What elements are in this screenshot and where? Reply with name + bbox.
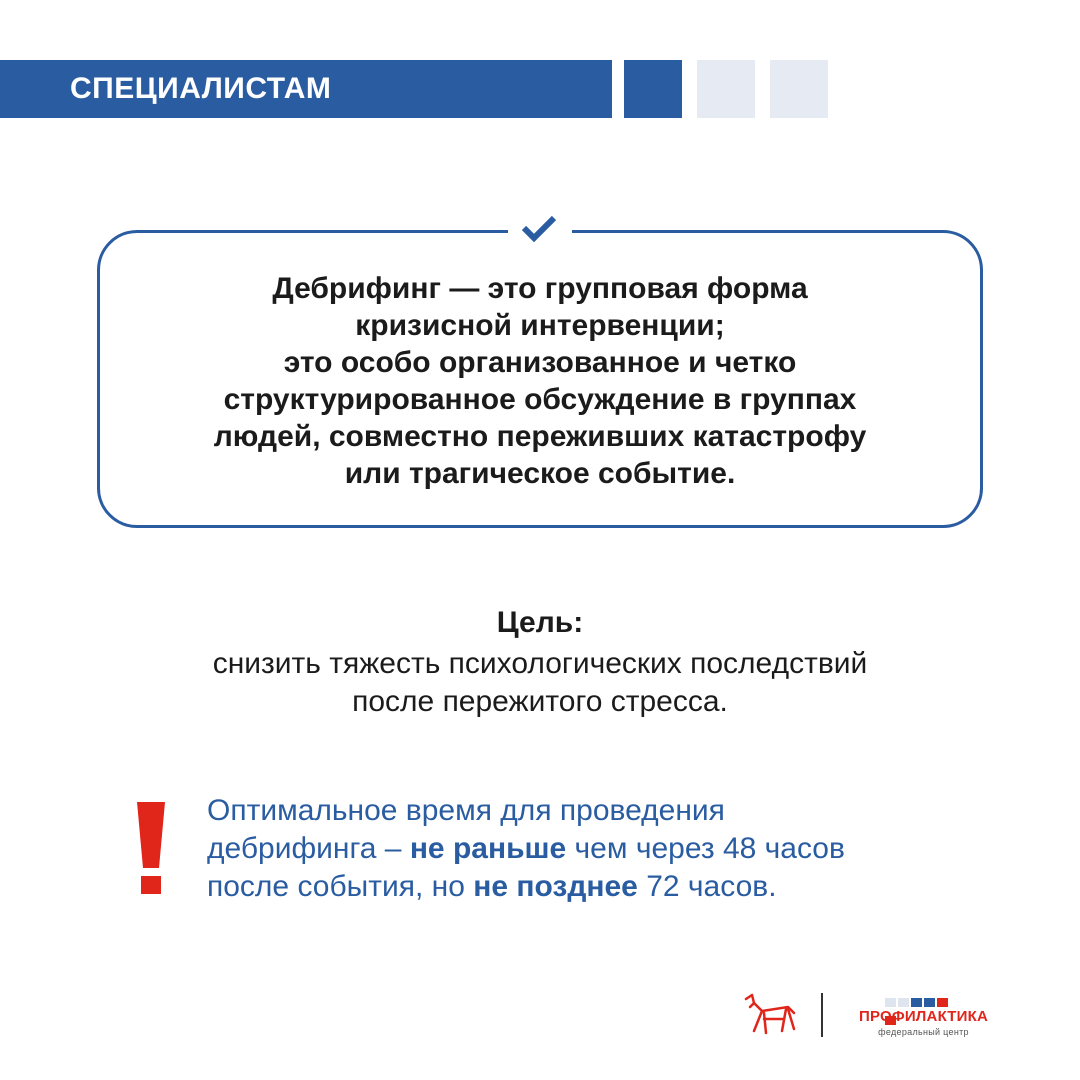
goal-text <box>0 645 1080 721</box>
notice-segment: 72 часов. <box>637 870 777 903</box>
header-title: СПЕЦИАЛИСТАМ <box>70 72 332 105</box>
definition-text <box>110 270 970 492</box>
notice-segment: после события, но <box>207 870 474 903</box>
goal-line: после пережитого стресса. <box>352 685 728 718</box>
goal-line: снизить тяжесть психологических последствий <box>212 647 868 680</box>
header-square-light <box>697 60 755 118</box>
definition-line: это особо организованное и четко <box>283 346 797 379</box>
notice-segment: чем через 48 часов <box>566 832 845 865</box>
horse-logo-icon <box>742 993 798 1039</box>
definition-line: Дебрифинг — это групповая форма <box>272 272 808 305</box>
logo-divider <box>821 993 823 1037</box>
notice-line: Оптимальное время для проведения <box>207 794 725 827</box>
header-bar <box>0 60 612 118</box>
definition-line: структурированное обсуждение в группах <box>223 383 857 416</box>
brand-squares <box>885 994 961 1003</box>
definition-line: людей, совместно переживших катастрофу <box>213 420 867 453</box>
header-square-blue <box>624 60 682 118</box>
notice-line <box>207 868 1007 906</box>
brand-name: ПРОФИЛАКТИКА <box>858 1008 989 1025</box>
check-icon <box>520 212 558 244</box>
goal-title: Цель: <box>496 606 584 639</box>
notice-text <box>207 792 1007 906</box>
notice-emphasis: не раньше <box>409 832 567 865</box>
exclamation-icon <box>136 802 166 894</box>
header-square-light <box>770 60 828 118</box>
brand-subtitle: федеральный центр <box>878 1027 969 1037</box>
notice-line <box>207 830 1007 868</box>
definition-line: кризисной интервенции; <box>355 309 725 342</box>
notice-emphasis: не позднее <box>473 870 638 903</box>
notice-segment: дебрифинга – <box>207 832 410 865</box>
definition-line: или трагическое событие. <box>344 457 736 490</box>
